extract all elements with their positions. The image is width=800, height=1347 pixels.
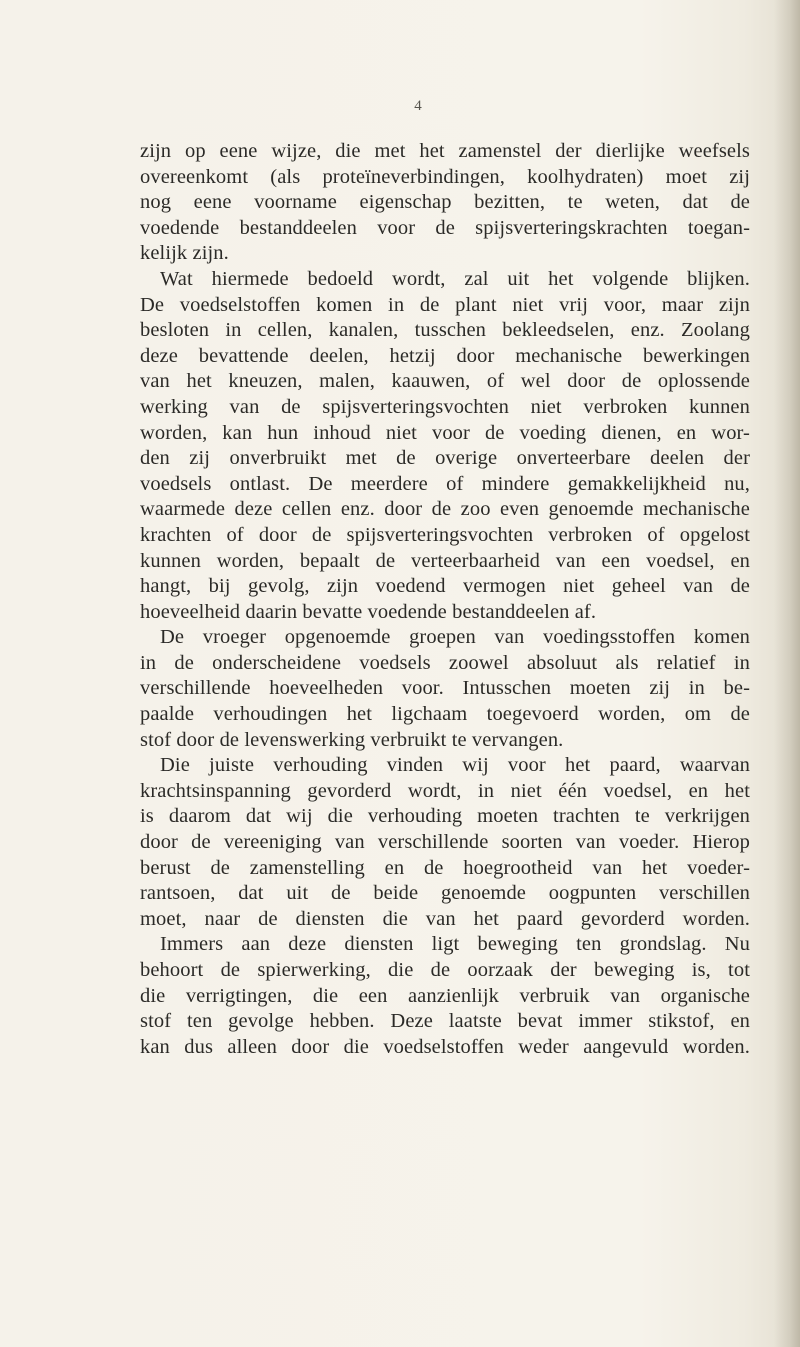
text-line: die verrigtingen, die een aanzienlijk verbruik van organische xyxy=(140,984,750,1007)
text-line: kunnen worden, bepaalt de verteerbaarheid van een voedsel, en xyxy=(140,549,750,572)
text-line: hoeveelheid daarin bevatte voedende bestanddeelen af. xyxy=(140,600,597,623)
text-line: kan dus alleen door die voedselstoffen weder aangevuld worden. xyxy=(140,1035,750,1058)
text-line: door de vereeniging van verschillende soorten van voeder. Hierop xyxy=(140,831,750,854)
text-line: voedsels ontlast. De meerdere of mindere gemakkelijkheid nu, xyxy=(140,472,750,495)
text-line: Die juiste verhouding vinden wij voor het paard, waarvan xyxy=(160,754,750,777)
text-line: werking van de spijsverteringsvochten niet verbroken kunnen xyxy=(140,395,750,418)
text-line: stof door de levenswerking verbruikt te vervangen. xyxy=(140,728,564,751)
text-line: paalde verhoudingen het ligchaam toegevoerd worden, om de xyxy=(140,703,750,726)
text-line: overeenkomt (als proteïneverbindingen, koolhydraten) moet zij xyxy=(140,165,750,188)
page-number: 4 xyxy=(414,98,422,114)
text-line: worden, kan hun inhoud niet voor de voeding dienen, en wor- xyxy=(140,421,750,444)
text-line: besloten in cellen, kanalen, tusschen bekleedselen, enz. Zoolang xyxy=(140,319,750,342)
text-line: zijn op eene wijze, die met het zamenstel der dierlijke weefsels xyxy=(140,140,750,162)
text-line: van het kneuzen, malen, kaauwen, of wel door de oplossende xyxy=(140,370,750,393)
text-line: is daarom dat wij die verhouding moeten trachten te verkrijgen xyxy=(140,805,750,828)
text-line: stof ten gevolge hebben. Deze laatste bevat immer stikstof, en xyxy=(140,1010,750,1033)
text-line: nog eene voorname eigenschap bezitten, te weten, dat de xyxy=(140,191,750,214)
text-line: berust de zamenstelling en de hoegrootheid van het voeder- xyxy=(140,856,750,879)
text-line: De vroeger opgenoemde groepen van voedingsstoffen komen xyxy=(160,626,750,649)
text-line: hangt, bij gevolg, zijn voedend vermogen niet geheel van de xyxy=(140,575,750,598)
text-line: den zij onverbruikt met de overige onverteerbare deelen der xyxy=(140,447,750,470)
text-line: krachten of door de spijsverteringsvochten verbroken of opgelost xyxy=(140,523,750,546)
text-line: in de onderscheidene voedsels zoowel absoluut als relatief in xyxy=(140,651,750,674)
text-line: Wat hiermede bedoeld wordt, zal uit het volgende blijken. xyxy=(160,267,750,290)
text-line: deze bevattende deelen, hetzij door mechanische bewerkingen xyxy=(140,344,750,367)
text-line: moet, naar de diensten die van het paard gevorderd worden. xyxy=(140,907,750,930)
text-line: De voedselstoffen komen in de plant niet vrij voor, maar zijn xyxy=(140,293,750,316)
text-line: voedende bestanddeelen voor de spijsverteringskrachten toegan- xyxy=(140,216,750,239)
text-line: behoort de spierwerking, die de oorzaak der beweging is, tot xyxy=(140,959,750,981)
text-line: kelijk zijn. xyxy=(140,242,229,265)
text-line: waarmede deze cellen enz. door de zoo even genoemde mechanische xyxy=(140,498,750,521)
text-line: krachtsinspanning gevorderd wordt, in niet één voedsel, en het xyxy=(140,779,750,802)
text-line: Immers aan deze diensten ligt beweging ten grondslag. Nu xyxy=(160,933,750,956)
text-line: rantsoen, dat uit de beide genoemde oogpunten verschillen xyxy=(140,882,750,905)
text-line: verschillende hoeveelheden voor. Intusschen moeten zij in be- xyxy=(140,677,750,700)
body-text xyxy=(140,139,750,1060)
page-edge-shadow xyxy=(774,0,800,1347)
